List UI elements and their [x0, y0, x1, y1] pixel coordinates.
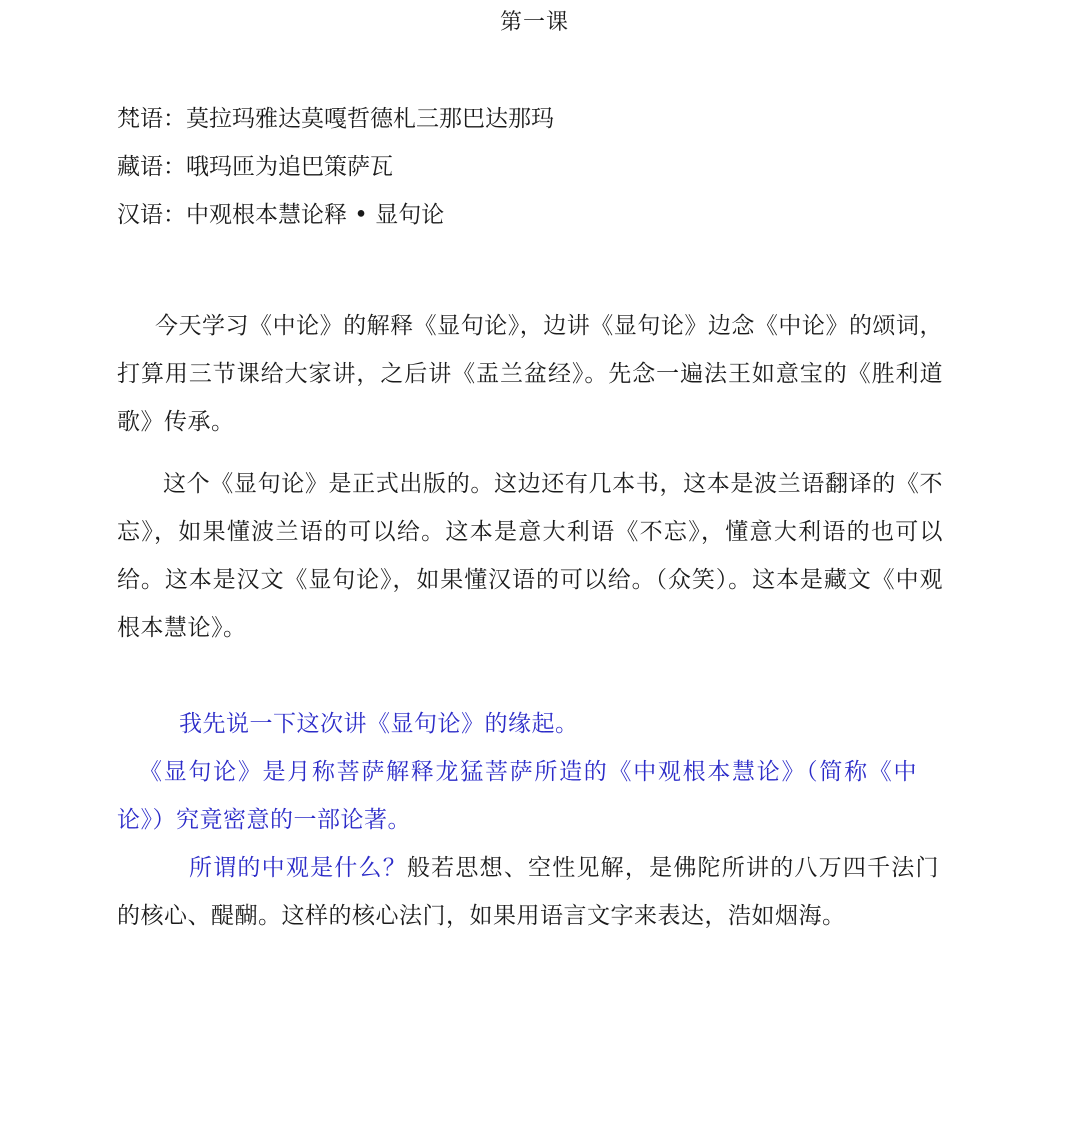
sanskrit-title-line: 梵语：莫拉玛雅达莫嘎哲德札三那巴达那玛	[117, 106, 554, 132]
chinese-title-line: 汉语：中观根本慧论释 • 显句论	[117, 202, 445, 228]
paragraph-madhyamaka	[117, 844, 939, 940]
tibetan-title-line: 藏语：哦玛匝为追巴策萨瓦	[117, 154, 393, 180]
paragraph-intro: 今天学习《中论》的解释《显句论》，边讲《显句论》边念《中论》的颂词，打算用三节课给大家讲，之后讲《盂兰盆经》。先念一遍法王如意宝的《胜利道歌》传承。	[117, 313, 943, 435]
paragraph-origin: 我先说一下这次讲《显句论》的缘起。	[179, 711, 579, 737]
madhyamaka-answer: 般若思想、空性见解，是佛陀所讲的八万四千法门的核心、醍醐。这样的核心法门，如果用语言文字来表达，浩如烟海。	[117, 855, 940, 929]
paragraph-books: 这个《显句论》是正式出版的。这边还有几本书，这本是波兰语翻译的《不忘》，如果懂波兰语的可以给。这本是意大利语《不忘》，懂意大利语的也可以给。这本是汉文《显句论》，如果懂汉语的可以给。（众笑）。这本是藏文《中观根本慧论》。	[117, 471, 943, 641]
paragraph-definition: 《显句论》是月称菩萨解释龙猛菩萨所造的《中观根本慧论》（简称《中论》）究竟密意的一部论著。	[117, 759, 917, 833]
lesson-title: 第一课	[499, 10, 569, 35]
madhyamaka-question: 所谓的中观是什么？	[189, 855, 407, 881]
